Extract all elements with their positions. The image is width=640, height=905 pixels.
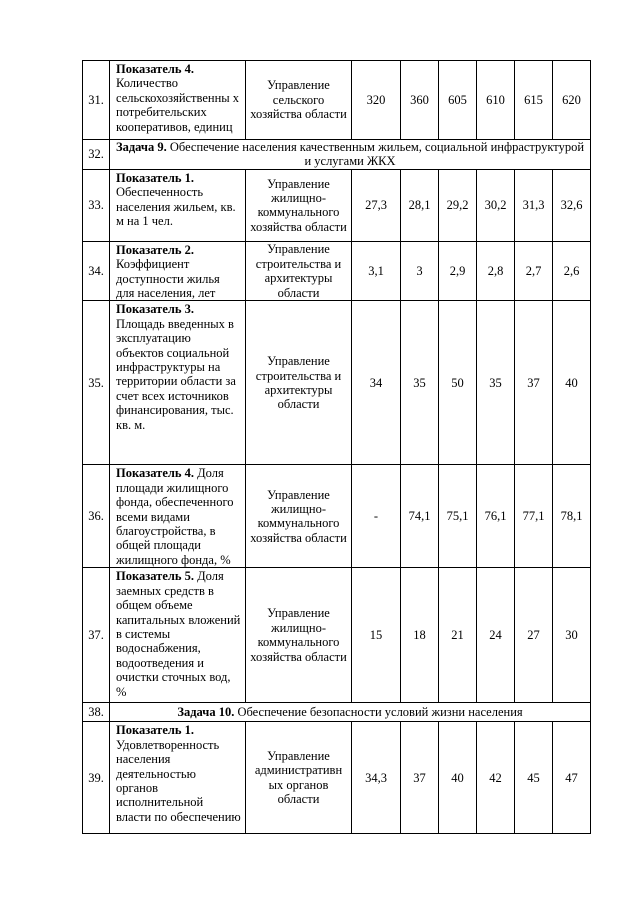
value-cell: 75,1	[439, 465, 477, 568]
indicator-label: Показатель 3.	[116, 302, 194, 317]
responsible-org-cell: Управление сельского хозяйства области	[246, 61, 352, 140]
responsible-org-cell: Управление административн ых органов области	[246, 722, 352, 834]
indicator-text: Количество сельскохозяйственны х потребительских кооперативов, единиц	[116, 76, 240, 134]
responsible-org-cell: Управление строительства и архитектуры области	[246, 241, 352, 301]
task-text: Обеспечение населения качественным жильем, социальной инфраструктурой и услугами ЖКХ	[169, 140, 585, 169]
indicator-text: Удовлетворенность населения деятельностью органов исполнительной власти по обеспечению	[116, 737, 241, 824]
value-cell: 15	[352, 568, 401, 703]
value-cell: -	[352, 465, 401, 568]
value-cell: 34,3	[352, 722, 401, 834]
value-cell: 35	[401, 301, 439, 465]
value-cell: 320	[352, 61, 401, 140]
indicator-label: Показатель 5.	[116, 569, 194, 584]
value-cell: 30	[553, 568, 591, 703]
table-row	[83, 301, 591, 465]
value-cell: 31,3	[515, 169, 553, 241]
value-cell: 47	[553, 722, 591, 834]
indicator-text: Доля заемных средств в общем объеме капитальных вложений в системы водоснабжения, водоотведения и очистки сточных вод, %	[116, 569, 241, 699]
row-number-cell: 34.	[83, 241, 110, 301]
value-cell: 78,1	[553, 465, 591, 568]
indicator-label: Показатель 4.	[116, 466, 194, 481]
table-row	[83, 241, 591, 301]
value-cell: 37	[401, 722, 439, 834]
value-cell: 2,6	[553, 241, 591, 301]
value-cell: 605	[439, 61, 477, 140]
table-row	[83, 703, 591, 722]
task-cell	[110, 703, 591, 722]
indicator-text: Обеспеченность населения жильем, кв. м на 1 чел.	[116, 185, 236, 229]
responsible-org-cell: Управление жилищно-коммунального хозяйства области	[246, 465, 352, 568]
value-cell: 74,1	[401, 465, 439, 568]
table-body	[83, 61, 591, 834]
value-cell: 24	[477, 568, 515, 703]
value-cell: 40	[439, 722, 477, 834]
row-number-cell: 39.	[83, 722, 110, 834]
value-cell: 32,6	[553, 169, 591, 241]
indicator-text: Площадь введенных в эксплуатацию объектов социальной инфраструктуры на территории области за счет всех источников финансирования, тыс. кв. м.	[116, 316, 236, 432]
row-number-cell: 32.	[83, 140, 110, 170]
value-cell: 40	[553, 301, 591, 465]
table-row	[83, 61, 591, 140]
row-number-cell: 37.	[83, 568, 110, 703]
value-cell: 360	[401, 61, 439, 140]
value-cell: 42	[477, 722, 515, 834]
row-number-cell: 31.	[83, 61, 110, 140]
value-cell: 2,7	[515, 241, 553, 301]
table-row	[83, 568, 591, 703]
responsible-org-cell: Управление жилищно-коммунального хозяйства области	[246, 169, 352, 241]
value-cell: 2,9	[439, 241, 477, 301]
value-cell: 77,1	[515, 465, 553, 568]
value-cell: 615	[515, 61, 553, 140]
value-cell: 620	[553, 61, 591, 140]
value-cell: 30,2	[477, 169, 515, 241]
indicator-cell	[110, 465, 246, 568]
row-number-cell: 38.	[83, 703, 110, 722]
value-cell: 27	[515, 568, 553, 703]
indicator-cell	[110, 241, 246, 301]
indicator-cell	[110, 568, 246, 703]
indicator-label: Показатель 1.	[116, 723, 194, 738]
task-cell	[110, 140, 591, 170]
responsible-org-cell: Управление жилищно-коммунального хозяйства области	[246, 568, 352, 703]
table-row	[83, 465, 591, 568]
value-cell: 29,2	[439, 169, 477, 241]
value-cell: 37	[515, 301, 553, 465]
indicator-cell	[110, 722, 246, 834]
indicator-text: Доля площади жилищного фонда, обеспеченного всеми видами благоустройства, в общей площади жилищного фонда, %	[116, 466, 234, 567]
indicator-text: Коэффициент доступности жилья для населения, лет	[116, 257, 220, 301]
row-number-cell: 33.	[83, 169, 110, 241]
responsible-org-cell: Управление строительства и архитектуры области	[246, 301, 352, 465]
value-cell: 3	[401, 241, 439, 301]
indicator-cell	[110, 169, 246, 241]
indicator-cell	[110, 301, 246, 465]
row-number-cell: 35.	[83, 301, 110, 465]
row-number-cell: 36.	[83, 465, 110, 568]
indicator-label: Показатель 2.	[116, 242, 194, 257]
value-cell: 610	[477, 61, 515, 140]
value-cell: 3,1	[352, 241, 401, 301]
value-cell: 35	[477, 301, 515, 465]
value-cell: 50	[439, 301, 477, 465]
indicator-label: Показатель 4.	[116, 62, 194, 76]
indicator-label: Показатель 1.	[116, 170, 194, 185]
value-cell: 76,1	[477, 465, 515, 568]
value-cell: 45	[515, 722, 553, 834]
value-cell: 21	[439, 568, 477, 703]
value-cell: 18	[401, 568, 439, 703]
table-row	[83, 169, 591, 241]
table-row	[83, 140, 591, 170]
indicator-cell	[110, 61, 246, 140]
task-label: Задача 10.	[177, 705, 235, 720]
value-cell: 34	[352, 301, 401, 465]
table-row	[83, 722, 591, 834]
indicators-table	[82, 60, 591, 834]
value-cell: 27,3	[352, 169, 401, 241]
task-text: Обеспечение безопасности условий жизни населения	[237, 705, 523, 720]
task-label: Задача 9.	[115, 140, 167, 154]
value-cell: 2,8	[477, 241, 515, 301]
value-cell: 28,1	[401, 169, 439, 241]
